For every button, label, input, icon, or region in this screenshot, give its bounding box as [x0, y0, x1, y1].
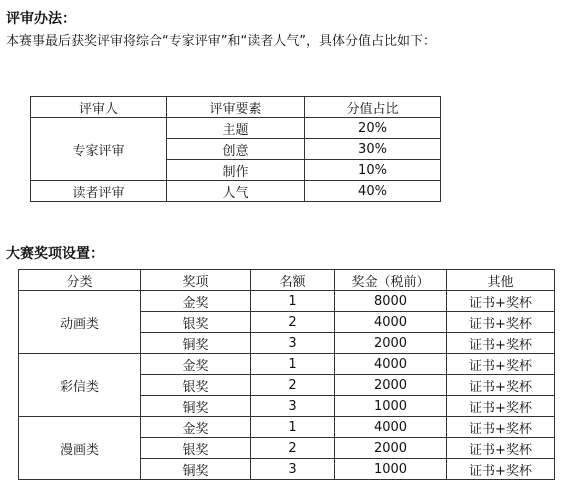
quota-cell: 3 [251, 459, 335, 480]
share-cell: 30% [305, 139, 441, 160]
prize-cell: 2000 [335, 375, 447, 396]
awards-heading: 大赛奖项设置： [6, 246, 104, 262]
reviewer-cell: 读者评审 [31, 181, 167, 202]
award-cell: 银奖 [141, 375, 251, 396]
criteria-cell: 人气 [167, 181, 305, 202]
prize-cell: 1000 [335, 459, 447, 480]
column-header: 奖金（税前） [335, 270, 447, 291]
other-cell: 证书+奖杯 [447, 417, 555, 438]
quota-cell: 3 [251, 396, 335, 417]
awards-table [18, 269, 555, 480]
prize-cell: 2000 [335, 333, 447, 354]
award-cell: 金奖 [141, 354, 251, 375]
award-cell: 银奖 [141, 312, 251, 333]
other-cell: 证书+奖杯 [447, 312, 555, 333]
prize-cell: 8000 [335, 291, 447, 312]
column-header: 名额 [251, 270, 335, 291]
other-cell: 证书+奖杯 [447, 333, 555, 354]
table-header-row [19, 270, 555, 291]
other-cell: 证书+奖杯 [447, 438, 555, 459]
column-header: 其他 [447, 270, 555, 291]
category-cell: 动画类 [19, 291, 141, 354]
award-cell: 金奖 [141, 291, 251, 312]
table-row [31, 181, 441, 202]
prize-cell: 4000 [335, 417, 447, 438]
share-cell: 20% [305, 118, 441, 139]
reviewer-cell: 专家评审 [31, 118, 167, 181]
column-header: 分类 [19, 270, 141, 291]
judging-method-paragraph: 本赛事最后获奖评审将综合“专家评审”和“读者人气”，具体分值占比如下： [6, 34, 436, 49]
award-cell: 银奖 [141, 438, 251, 459]
table-row [19, 291, 555, 312]
judging-table [30, 96, 441, 202]
award-cell: 金奖 [141, 417, 251, 438]
column-header: 评审要素 [167, 97, 305, 118]
share-cell: 10% [305, 160, 441, 181]
other-cell: 证书+奖杯 [447, 396, 555, 417]
other-cell: 证书+奖杯 [447, 291, 555, 312]
quota-cell: 1 [251, 291, 335, 312]
table-row [19, 417, 555, 438]
award-cell: 铜奖 [141, 459, 251, 480]
criteria-cell: 创意 [167, 139, 305, 160]
quota-cell: 2 [251, 312, 335, 333]
prize-cell: 2000 [335, 438, 447, 459]
other-cell: 证书+奖杯 [447, 354, 555, 375]
quota-cell: 1 [251, 417, 335, 438]
category-cell: 漫画类 [19, 417, 141, 480]
prize-cell: 4000 [335, 354, 447, 375]
category-cell: 彩信类 [19, 354, 141, 417]
other-cell: 证书+奖杯 [447, 459, 555, 480]
quota-cell: 2 [251, 375, 335, 396]
column-header: 评审人 [31, 97, 167, 118]
criteria-cell: 制作 [167, 160, 305, 181]
award-cell: 铜奖 [141, 333, 251, 354]
table-row [19, 354, 555, 375]
share-cell: 40% [305, 181, 441, 202]
judging-method-heading: 评审办法： [6, 11, 76, 27]
quota-cell: 3 [251, 333, 335, 354]
column-header: 分值占比 [305, 97, 441, 118]
other-cell: 证书+奖杯 [447, 375, 555, 396]
table-row [31, 118, 441, 139]
prize-cell: 4000 [335, 312, 447, 333]
quota-cell: 1 [251, 354, 335, 375]
prize-cell: 1000 [335, 396, 447, 417]
criteria-cell: 主题 [167, 118, 305, 139]
column-header: 奖项 [141, 270, 251, 291]
quota-cell: 2 [251, 438, 335, 459]
table-header-row [31, 97, 441, 118]
award-cell: 铜奖 [141, 396, 251, 417]
